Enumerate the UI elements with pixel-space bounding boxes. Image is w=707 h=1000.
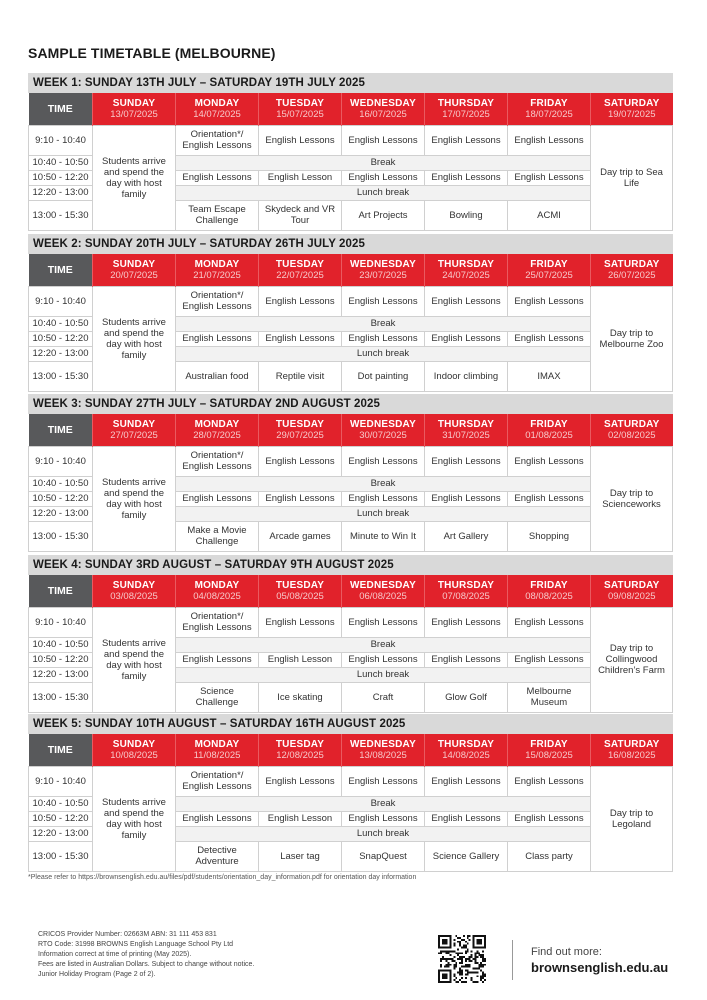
lesson-activity: English Lessons: [259, 331, 342, 346]
afternoon-activity: IMAX: [508, 361, 591, 391]
day-date: 27/07/2025: [110, 429, 158, 441]
time-column-header: TIME: [29, 575, 93, 607]
time-slot: 9:10 - 10:40: [29, 125, 93, 155]
morning-activity: English Lessons: [508, 125, 591, 155]
day-date: 09/08/2025: [607, 590, 656, 602]
morning-activity: English Lessons: [508, 766, 591, 796]
afternoon-activity: Minute to Win It: [342, 521, 425, 551]
day-name: SATURDAY: [604, 738, 660, 750]
morning-activity: English Lessons: [425, 125, 508, 155]
day-name: WEDNESDAY: [350, 738, 416, 750]
break-cell: Break: [176, 316, 591, 331]
day-name: SATURDAY: [604, 579, 660, 591]
time-slot: 9:10 - 10:40: [29, 446, 93, 476]
day-header: [342, 93, 425, 125]
week-4: [28, 555, 673, 713]
day-name: FRIDAY: [530, 418, 568, 430]
afternoon-activity: Laser tag: [259, 841, 342, 871]
day-header: [259, 93, 342, 125]
day-header: [508, 254, 591, 286]
break-cell: Break: [176, 637, 591, 652]
lesson-activity: English Lessons: [508, 491, 591, 506]
lesson-activity: English Lessons: [342, 491, 425, 506]
morning-activity: English Lessons: [342, 446, 425, 476]
time-column-header: TIME: [29, 734, 93, 766]
time-slot: 13:00 - 15:30: [29, 841, 93, 871]
day-name: SATURDAY: [604, 258, 660, 270]
week-5: [28, 714, 673, 872]
day-date: 17/07/2025: [442, 108, 490, 120]
week-header: WEEK 2: SUNDAY 20TH JULY – SATURDAY 26TH JULY 2025: [28, 234, 673, 254]
day-header: [176, 734, 259, 766]
week-table: [28, 254, 673, 392]
time-slot: 9:10 - 10:40: [29, 766, 93, 796]
week-header: WEEK 4: SUNDAY 3RD AUGUST – SATURDAY 9TH AUGUST 2025: [28, 555, 673, 575]
day-name: MONDAY: [194, 97, 240, 109]
time-slot: 10:50 - 12:20: [29, 652, 93, 667]
day-name: SUNDAY: [112, 258, 156, 270]
lesson-activity: English Lessons: [342, 811, 425, 826]
morning-activity: English Lessons: [259, 446, 342, 476]
sunday-arrival-cell: Students arrive and spend the day with host family: [93, 607, 176, 712]
afternoon-activity: Indoor climbing: [425, 361, 508, 391]
day-name: FRIDAY: [530, 97, 568, 109]
day-header: [93, 575, 176, 607]
day-name: WEDNESDAY: [350, 418, 416, 430]
day-date: 24/07/2025: [442, 269, 490, 281]
day-header: [425, 254, 508, 286]
time-slot: 10:40 - 10:50: [29, 155, 93, 170]
day-header: [591, 254, 673, 286]
sunday-arrival-cell: Students arrive and spend the day with host family: [93, 766, 176, 871]
time-slot: 10:40 - 10:50: [29, 637, 93, 652]
day-name: FRIDAY: [530, 258, 568, 270]
footer-line: RTO Code: 31998 BROWNS English Language School Pty Ltd: [38, 941, 234, 948]
morning-activity: Orientation*/ English Lessons: [176, 446, 259, 476]
week-header: WEEK 3: SUNDAY 27TH JULY – SATURDAY 2ND AUGUST 2025: [28, 394, 673, 414]
lesson-activity: English Lessons: [508, 331, 591, 346]
day-date: 12/08/2025: [276, 749, 324, 761]
day-name: SUNDAY: [112, 738, 156, 750]
page-title: SAMPLE TIMETABLE (MELBOURNE): [28, 45, 276, 61]
time-slot: 10:50 - 12:20: [29, 491, 93, 506]
day-date: 16/07/2025: [359, 108, 407, 120]
lesson-activity: English Lessons: [342, 170, 425, 185]
day-date: 07/08/2025: [442, 590, 490, 602]
lesson-activity: English Lessons: [259, 491, 342, 506]
morning-activity: Orientation*/ English Lessons: [176, 766, 259, 796]
lesson-activity: English Lessons: [425, 811, 508, 826]
day-date: 11/08/2025: [193, 749, 241, 761]
afternoon-activity: Art Gallery: [425, 521, 508, 551]
day-date: 29/07/2025: [276, 429, 324, 441]
lesson-activity: English Lessons: [508, 811, 591, 826]
morning-activity: Orientation*/ English Lessons: [176, 607, 259, 637]
morning-activity: English Lessons: [508, 607, 591, 637]
day-name: TUESDAY: [275, 579, 325, 591]
day-date: 14/07/2025: [193, 108, 241, 120]
saturday-day-trip: Day trip to Legoland: [591, 766, 673, 871]
day-header: [425, 93, 508, 125]
footer-line: CRICOS Provider Number: 02663M ABN: 31 111 453 831: [38, 931, 217, 938]
day-header: [259, 734, 342, 766]
day-date: 04/08/2025: [193, 590, 241, 602]
day-name: WEDNESDAY: [350, 579, 416, 591]
afternoon-activity: Bowling: [425, 200, 508, 230]
time-slot: 9:10 - 10:40: [29, 286, 93, 316]
day-name: TUESDAY: [275, 258, 325, 270]
lesson-activity: English Lessons: [342, 652, 425, 667]
day-header: [508, 575, 591, 607]
day-date: 02/08/2025: [607, 429, 656, 441]
lesson-activity: English Lessons: [425, 652, 508, 667]
day-name: SUNDAY: [112, 97, 156, 109]
afternoon-activity: Reptile visit: [259, 361, 342, 391]
day-header: [259, 414, 342, 446]
morning-activity: English Lessons: [508, 446, 591, 476]
morning-activity: English Lessons: [425, 286, 508, 316]
afternoon-activity: Ice skating: [259, 682, 342, 712]
afternoon-activity: Shopping: [508, 521, 591, 551]
afternoon-activity: Make a Movie Challenge: [176, 521, 259, 551]
orientation-footnote: *Please refer to https://brownsenglish.edu.au/files/pdf/students/orientation_day_information.pdf for orientation day information: [28, 874, 417, 881]
time-slot: 12:20 - 13:00: [29, 346, 93, 361]
time-slot: 10:50 - 12:20: [29, 811, 93, 826]
day-header: [342, 575, 425, 607]
afternoon-activity: Glow Golf: [425, 682, 508, 712]
day-date: 05/08/2025: [276, 590, 324, 602]
sunday-arrival-cell: Students arrive and spend the day with host family: [93, 125, 176, 230]
day-header: [508, 734, 591, 766]
day-name: SATURDAY: [604, 418, 660, 430]
day-name: THURSDAY: [437, 579, 495, 591]
time-slot: 10:50 - 12:20: [29, 170, 93, 185]
lesson-activity: English Lesson: [259, 170, 342, 185]
day-header: [93, 414, 176, 446]
day-name: MONDAY: [194, 258, 240, 270]
afternoon-activity: SnapQuest: [342, 841, 425, 871]
time-column-header: TIME: [29, 254, 93, 286]
day-date: 25/07/2025: [525, 269, 573, 281]
time-slot: 13:00 - 15:30: [29, 521, 93, 551]
day-header: [176, 575, 259, 607]
lesson-activity: English Lessons: [176, 652, 259, 667]
lesson-activity: English Lessons: [508, 170, 591, 185]
day-date: 22/07/2025: [276, 269, 324, 281]
break-cell: Break: [176, 796, 591, 811]
afternoon-activity: ACMI: [508, 200, 591, 230]
find-more-label: Find out more:: [531, 946, 602, 958]
lesson-activity: English Lessons: [176, 170, 259, 185]
lesson-activity: English Lessons: [425, 170, 508, 185]
afternoon-activity: Detective Adventure: [176, 841, 259, 871]
day-name: THURSDAY: [437, 738, 495, 750]
day-header: [259, 575, 342, 607]
day-name: TUESDAY: [275, 97, 325, 109]
afternoon-activity: Craft: [342, 682, 425, 712]
footer-divider: [512, 940, 513, 980]
saturday-day-trip: Day trip to Sea Life: [591, 125, 673, 230]
day-date: 26/07/2025: [607, 269, 656, 281]
day-name: MONDAY: [194, 418, 240, 430]
lesson-activity: English Lessons: [425, 331, 508, 346]
week-table: [28, 734, 673, 872]
day-date: 15/07/2025: [276, 108, 324, 120]
lesson-activity: English Lessons: [176, 331, 259, 346]
day-date: 30/07/2025: [359, 429, 407, 441]
time-slot: 10:40 - 10:50: [29, 476, 93, 491]
day-date: 23/07/2025: [359, 269, 407, 281]
week-header: WEEK 5: SUNDAY 10TH AUGUST – SATURDAY 16TH AUGUST 2025: [28, 714, 673, 734]
lunch-cell: Lunch break: [176, 826, 591, 841]
footer-line: Fees are listed in Australian Dollars. Subject to change without notice.: [38, 961, 255, 968]
day-date: 06/08/2025: [359, 590, 407, 602]
footer-info: [38, 930, 254, 980]
day-name: MONDAY: [194, 738, 240, 750]
morning-activity: English Lessons: [259, 286, 342, 316]
qr-code-icon[interactable]: [438, 935, 486, 983]
day-header: [425, 734, 508, 766]
week-table: [28, 414, 673, 552]
day-date: 21/07/2025: [193, 269, 241, 281]
morning-activity: English Lessons: [342, 766, 425, 796]
lesson-activity: English Lesson: [259, 652, 342, 667]
afternoon-activity: Dot painting: [342, 361, 425, 391]
day-name: TUESDAY: [275, 418, 325, 430]
day-header: [342, 254, 425, 286]
morning-activity: English Lessons: [259, 125, 342, 155]
day-name: SUNDAY: [112, 418, 156, 430]
morning-activity: English Lessons: [425, 607, 508, 637]
break-cell: Break: [176, 476, 591, 491]
morning-activity: English Lessons: [508, 286, 591, 316]
footer-line: Information correct at time of printing (May 2025).: [38, 951, 192, 958]
morning-activity: English Lessons: [259, 766, 342, 796]
day-header: [425, 575, 508, 607]
day-date: 19/07/2025: [607, 108, 656, 120]
day-header: [508, 414, 591, 446]
day-date: 08/08/2025: [525, 590, 573, 602]
day-date: 03/08/2025: [110, 590, 158, 602]
day-header: [259, 254, 342, 286]
lesson-activity: English Lessons: [176, 811, 259, 826]
day-header: [93, 254, 176, 286]
morning-activity: English Lessons: [342, 286, 425, 316]
footer-line: Junior Holiday Program (Page 2 of 2).: [38, 971, 156, 978]
afternoon-activity: Science Challenge: [176, 682, 259, 712]
time-slot: 12:20 - 13:00: [29, 506, 93, 521]
day-date: 13/08/2025: [359, 749, 407, 761]
saturday-day-trip: Day trip to Scienceworks: [591, 446, 673, 551]
time-slot: 13:00 - 15:30: [29, 200, 93, 230]
afternoon-activity: Science Gallery: [425, 841, 508, 871]
day-name: WEDNESDAY: [350, 97, 416, 109]
break-cell: Break: [176, 155, 591, 170]
afternoon-activity: Art Projects: [342, 200, 425, 230]
day-date: 16/08/2025: [607, 749, 656, 761]
morning-activity: English Lessons: [425, 766, 508, 796]
day-header: [591, 93, 673, 125]
day-date: 13/07/2025: [110, 108, 158, 120]
time-slot: 12:20 - 13:00: [29, 826, 93, 841]
day-header: [176, 414, 259, 446]
sunday-arrival-cell: Students arrive and spend the day with host family: [93, 446, 176, 551]
sunday-arrival-cell: Students arrive and spend the day with host family: [93, 286, 176, 391]
afternoon-activity: Arcade games: [259, 521, 342, 551]
day-header: [93, 93, 176, 125]
afternoon-activity: Skydeck and VR Tour: [259, 200, 342, 230]
day-name: SUNDAY: [112, 579, 156, 591]
day-date: 01/08/2025: [525, 429, 573, 441]
lunch-cell: Lunch break: [176, 506, 591, 521]
day-date: 15/08/2025: [525, 749, 573, 761]
lesson-activity: English Lessons: [508, 652, 591, 667]
saturday-day-trip: Day trip to Melbourne Zoo: [591, 286, 673, 391]
day-name: THURSDAY: [437, 97, 495, 109]
day-date: 10/08/2025: [110, 749, 158, 761]
lunch-cell: Lunch break: [176, 667, 591, 682]
day-name: TUESDAY: [275, 738, 325, 750]
lunch-cell: Lunch break: [176, 346, 591, 361]
day-name: WEDNESDAY: [350, 258, 416, 270]
saturday-day-trip: Day trip to Collingwood Children’s Farm: [591, 607, 673, 712]
time-column-header: TIME: [29, 93, 93, 125]
week-3: [28, 394, 673, 552]
time-slot: 10:40 - 10:50: [29, 316, 93, 331]
afternoon-activity: Class party: [508, 841, 591, 871]
day-name: FRIDAY: [530, 579, 568, 591]
day-name: THURSDAY: [437, 258, 495, 270]
day-header: [591, 734, 673, 766]
morning-activity: English Lessons: [342, 607, 425, 637]
afternoon-activity: Team Escape Challenge: [176, 200, 259, 230]
day-header: [176, 254, 259, 286]
morning-activity: English Lessons: [259, 607, 342, 637]
week-table: [28, 93, 673, 231]
week-header: WEEK 1: SUNDAY 13TH JULY – SATURDAY 19TH JULY 2025: [28, 73, 673, 93]
lunch-cell: Lunch break: [176, 185, 591, 200]
time-slot: 9:10 - 10:40: [29, 607, 93, 637]
day-header: [508, 93, 591, 125]
week-2: [28, 234, 673, 392]
time-slot: 13:00 - 15:30: [29, 682, 93, 712]
day-name: SATURDAY: [604, 97, 660, 109]
day-name: MONDAY: [194, 579, 240, 591]
day-date: 18/07/2025: [525, 108, 573, 120]
morning-activity: English Lessons: [425, 446, 508, 476]
lesson-activity: English Lessons: [342, 331, 425, 346]
day-header: [342, 734, 425, 766]
day-date: 31/07/2025: [442, 429, 490, 441]
week-1: [28, 73, 673, 231]
day-date: 20/07/2025: [110, 269, 158, 281]
day-header: [591, 414, 673, 446]
afternoon-activity: Melbourne Museum: [508, 682, 591, 712]
day-header: [342, 414, 425, 446]
lesson-activity: English Lessons: [425, 491, 508, 506]
day-header: [591, 575, 673, 607]
day-header: [93, 734, 176, 766]
website-link[interactable]: brownsenglish.edu.au: [531, 960, 669, 975]
lesson-activity: English Lessons: [176, 491, 259, 506]
time-slot: 12:20 - 13:00: [29, 667, 93, 682]
morning-activity: English Lessons: [342, 125, 425, 155]
day-header: [176, 93, 259, 125]
week-table: [28, 575, 673, 713]
time-slot: 10:50 - 12:20: [29, 331, 93, 346]
lesson-activity: English Lesson: [259, 811, 342, 826]
morning-activity: Orientation*/ English Lessons: [176, 125, 259, 155]
day-name: FRIDAY: [530, 738, 568, 750]
time-column-header: TIME: [29, 414, 93, 446]
time-slot: 13:00 - 15:30: [29, 361, 93, 391]
day-date: 28/07/2025: [193, 429, 241, 441]
morning-activity: Orientation*/ English Lessons: [176, 286, 259, 316]
day-header: [425, 414, 508, 446]
time-slot: 12:20 - 13:00: [29, 185, 93, 200]
afternoon-activity: Australian food: [176, 361, 259, 391]
day-name: THURSDAY: [437, 418, 495, 430]
day-date: 14/08/2025: [442, 749, 490, 761]
time-slot: 10:40 - 10:50: [29, 796, 93, 811]
